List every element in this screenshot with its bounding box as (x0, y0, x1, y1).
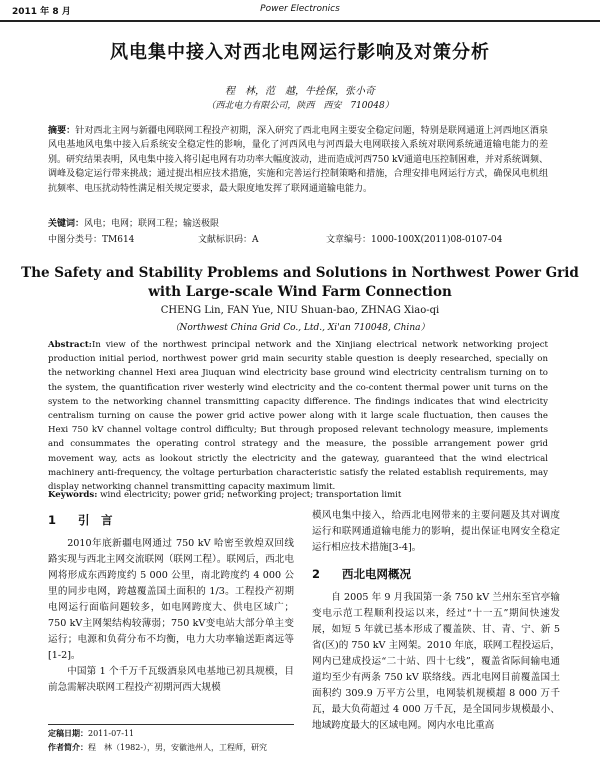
received-date-note (48, 728, 294, 739)
paragraph-continuation: 模风电集中接入，给西北电网带来的主要问题及其对调度运行和联网通道输电能力的影响，提出保证电网安全稳定运行相应技术措施[3-4]。 (312, 510, 560, 553)
keywords-cn-label: 关键词： (48, 219, 85, 229)
abstract-cn-label: 摘要： (48, 126, 76, 136)
authors-en: CHENG Lin, FAN Yue, NIU Shuan-bao, ZHNAG Xiao-qi (160, 305, 440, 316)
section-number: 2 (312, 567, 321, 581)
title-en-line1: The Safety and Stability Problems and Solutions in Northwest Power Grid (21, 265, 579, 281)
keywords-cn (48, 216, 548, 229)
body-column-right (312, 508, 560, 734)
section-title: 西北电网概况 (342, 567, 411, 581)
section-heading-1 (48, 512, 294, 528)
author-bio-value: 程 林（1982-），男，安徽池州人，工程师，研究 (88, 743, 268, 752)
keywords-cn-text: 风电；电网；联网工程；输送极限 (84, 219, 220, 229)
running-header (0, 0, 600, 22)
keywords-en-label: Keywords: (48, 490, 98, 500)
article-number: 文章编号：1000-100X(2011)08-0107-04 (326, 235, 503, 245)
affiliation-cn: （西北电力有限公司，陕西 西安 710048） (206, 101, 394, 111)
document-code: 文献标识码：A (198, 235, 259, 245)
footnote-divider (48, 724, 294, 725)
journal-name: Power Electronics (260, 4, 340, 14)
keywords-en-text: wind electricity; power grid; networking project; transportation limit (100, 490, 402, 500)
paragraph: 自 2005 年 9 月我国第一条 750 kV 兰州东至官亭输变电示范工程顺利投运以来，经过“十一五”期间快速发展，如短 5 年就已基本形成了覆盖陕、甘、青、宁、新 5 省(区)的 750 kV 主网架。2010 年底，联网工程投运后，网内已建成投运“二十站、四十七线”，覆盖省际间输电通道均至少有两条 750 kV 联络线。西北电网目前覆盖国土面积约 309.9 万平方公里，电网装机规模超 8 000 万千瓦，最大负荷超过 4 000 万千瓦，是全国同步规模最小、地域跨度最大的区域电网。网内水电比重高 (312, 592, 560, 731)
received-value: 2011-07-11 (88, 729, 135, 738)
abstract-cn (48, 124, 548, 196)
title-en-line2: with Large-scale Wind Farm Connection (148, 284, 452, 300)
authors-cn: 程 林，范 越，牛拴保，张小奇 (225, 86, 375, 97)
section-title: 引 言 (78, 513, 113, 527)
affiliation-en: （Northwest China Grid Co., Ltd., Xi'an 710048, China） (170, 323, 430, 333)
abstract-en (48, 338, 548, 494)
issue-date: 2011 年 8 月 (12, 7, 71, 17)
paragraph: 2010年底新疆电网通过 750 kV 哈密至敦煌双回线路实现与西北主网交流联网（联网工程）。联网后，西北电网将形成东西跨度约 5 000 公里，南北跨度约 4 000 公里的同步电网，跨越覆盖国土面积的 1/3。工程投产初期电网运行面临问题较多，如电网跨度大、供电区域广；750 kV主网架结构较薄弱；750 kV变电站大部分单主变运行；电源和负荷分布不均衡，电力大功率输送距离远等[1-2]。 (48, 538, 294, 661)
body-column-left (48, 508, 294, 696)
author-bio-label: 作者简介： (48, 742, 88, 752)
paragraph: 中国第 1 个千万千瓦级酒泉风电基地已初具规模，目前急需解决联网工程投产初期河西大规模 (48, 666, 294, 693)
section-heading-2 (312, 566, 560, 582)
clc-number: 中图分类号：TM614 (48, 235, 135, 245)
section-number: 1 (48, 513, 57, 527)
abstract-cn-text: 针对西北主网与新疆电网联网工程投产初期，深入研究了西北电网主要安全稳定问题，特别是联网通道上河西地区酒泉风电基地风电集中接入后系统安全稳定性的影响，量化了河西风电与河西最大电网联接入系统对联网系统通道输电能力的差别。研究结果表明，风电集中接入将引起电网有功功率大幅度波动，进而造成河西750 kV通道电压控制困难，并对系统调频、调峰及稳定运行带来挑战；通过提出相应技术措施，实施和完善运行控制策略和措施，合理安排电网运行方式，确保风电机组抗频率、电压扰动特性满足相关规定要求，最大限度地发挥了联网通道输电能力。 (48, 126, 548, 194)
paper-title-en (0, 264, 600, 302)
author-bio-note (48, 742, 294, 753)
abstract-en-label: Abstract: (48, 340, 92, 350)
abstract-en-text: In view of the northwest principal network and the Xinjiang electrical network networking project production initial period, northwest power grid main security stable question is deeply researched, specially on the networking channel Hexi area Jiuquan wind electricity base ground wind electricity centralism turning on to the system, the quantification river westerly wind electricity and the co-content thermal power unit turns on the system to the networking channel transmitting capacity difference. The findings indicates that wind electricity centralism turning on cause the power grid active power along with it large scale fluctuation, then causes the Hexi 750 kV channel voltage control difficulty; But through proposed relevant technology measure, implements and consummates the operating control strategy and the measure, the possible arrangement power grid movement way, acts as lookout strictly the electricity and the gateway, guaranteed that the wind electrical machinery anti-frequency, the voltage perturbation characteristic satisfy the related establish requirements, may display networking channel transmitting capacity maximum limit. (48, 340, 548, 493)
received-label: 定稿日期： (48, 728, 88, 738)
paper-title-cn: 风电集中接入对西北电网运行影响及对策分析 (110, 42, 490, 63)
keywords-en (48, 490, 548, 500)
